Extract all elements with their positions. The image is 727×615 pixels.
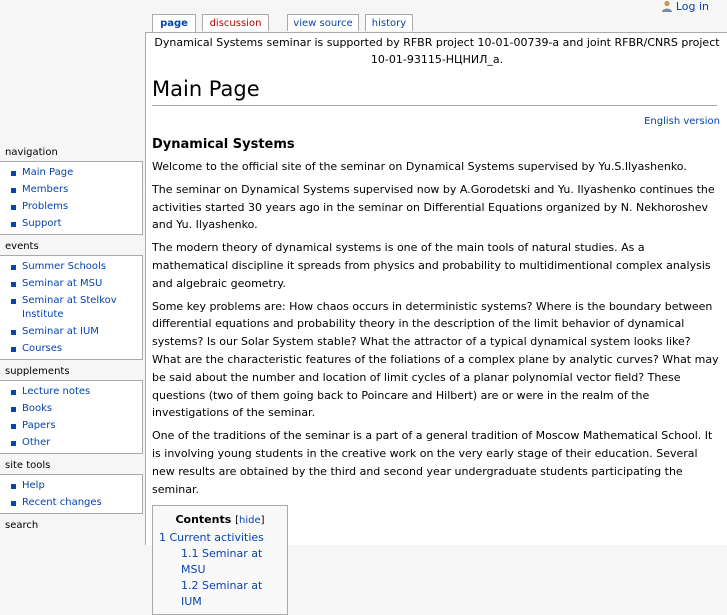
sidebar-item-seminar-msu[interactable]: Seminar at MSU: [22, 277, 103, 289]
paragraph: One of the traditions of the seminar is a part of a general tradition of Moscow Mathematical School. It is involving young students in the creative work on the very early stage of their education. Several new results are obtained by the third and second year undergraduate students participating the seminar.: [152, 429, 713, 496]
sidebar-item-papers[interactable]: Papers: [22, 419, 56, 431]
portlet-title: site tools: [5, 460, 51, 471]
tab-discussion[interactable]: [202, 14, 269, 31]
portlet-events: [0, 239, 145, 360]
sidebar-item-books[interactable]: Books: [22, 402, 53, 414]
paragraph: Some key problems are: How chaos occurs in deterministic systems? Where is the boundary between differential equations and probability theory in the description of the limit behavior of dynamical systems? Is our Solar System stable? What the attractor of a typical dynamical system looks like? What are the characteristic features of the foliations of a complex plane by analytic curves? What may be said about the number and location of limit cycles of a planar polynomial vector field? These questions (two of them going back to Poincare and Hilbert) are or were in the realm of the investigations of the seminar.: [152, 299, 719, 420]
paragraph: The seminar on Dynamical Systems supervised now by A.Gorodetski and Yu. Ilyashenko continues the activities started 30 years ago in the seminar on Differential Equations organized by N. Nekhoroshev and Yu. Ilyashenko.: [152, 182, 715, 232]
portlet-supplements: [0, 364, 145, 454]
sidebar-item-support[interactable]: Support: [22, 217, 62, 229]
toc-item[interactable]: 1 Current activities: [159, 531, 264, 545]
portlet-title: search: [5, 520, 39, 531]
sidebar-item-seminar-ium[interactable]: Seminar at IUM: [22, 325, 99, 337]
section-heading: Dynamical Systems: [152, 137, 295, 152]
paragraph: The modern theory of dynamical systems is one of the main tools of natural studies. As a mathematical discipline it spreads from physics and probability to multidimentional complex analysis and algebraic geometry.: [152, 241, 711, 290]
personal-tools: [661, 0, 709, 14]
sidebar-item-courses[interactable]: Courses: [22, 342, 63, 354]
tab-history[interactable]: [365, 14, 413, 31]
portlet-title: events: [5, 241, 39, 252]
tab-discussion-link[interactable]: discussion: [209, 18, 262, 29]
sidebar: [0, 145, 145, 538]
page-title: Main Page: [152, 73, 717, 106]
tab-view-source[interactable]: [287, 14, 359, 31]
tab-view-source-link[interactable]: view source: [293, 18, 353, 29]
portlet-title: supplements: [5, 366, 70, 377]
sidebar-item-lecture-notes[interactable]: Lecture notes: [22, 385, 91, 397]
sidebar-item-main-page[interactable]: Main Page: [22, 166, 74, 178]
portlet-site-tools: [0, 458, 145, 514]
sidebar-item-members[interactable]: Members: [22, 183, 69, 195]
portlet-navigation: [0, 145, 145, 235]
english-version-link[interactable]: English version: [644, 116, 720, 127]
body-content: [152, 115, 720, 615]
content-area: [145, 32, 727, 609]
paragraph: Welcome to the official site of the seminar on Dynamical Systems supervised by Yu.S.Ilyashenko.: [152, 160, 687, 173]
sidebar-item-summer-schools[interactable]: Summer Schools: [22, 260, 107, 272]
table-of-contents: Contents [hide] 1 Current activities 1.1 Seminar at MSU 1.2 Seminar at IUM: [152, 505, 288, 615]
login-link[interactable]: Log in: [675, 0, 709, 13]
tab-page[interactable]: [152, 14, 196, 33]
toc-item[interactable]: 1.1 Seminar at MSU: [181, 547, 263, 577]
tab-history-link[interactable]: history: [371, 18, 407, 29]
portlet-title: navigation: [5, 147, 58, 158]
toc-item[interactable]: 1.2 Seminar at IUM: [181, 579, 263, 609]
toc-hide-link[interactable]: hide: [239, 515, 261, 527]
sidebar-item-seminar-steklov[interactable]: Seminar at Stelkov Institute: [22, 294, 117, 320]
sidebar-item-problems[interactable]: Problems: [22, 200, 69, 212]
tab-page-link[interactable]: page: [160, 18, 188, 29]
sidebar-item-help[interactable]: Help: [22, 479, 45, 491]
site-notice: Dynamical Systems seminar is supported by RFBR project 10-01-00739-a and joint RFBR/CNRS project 10-01-93115-НЦНИЛ_а.: [154, 36, 720, 66]
user-icon: [661, 0, 673, 12]
portlet-search: [0, 518, 145, 534]
sidebar-item-other[interactable]: Other: [22, 436, 51, 448]
sidebar-item-recent-changes[interactable]: Recent changes: [22, 496, 102, 508]
toc-title: Contents: [175, 513, 232, 527]
